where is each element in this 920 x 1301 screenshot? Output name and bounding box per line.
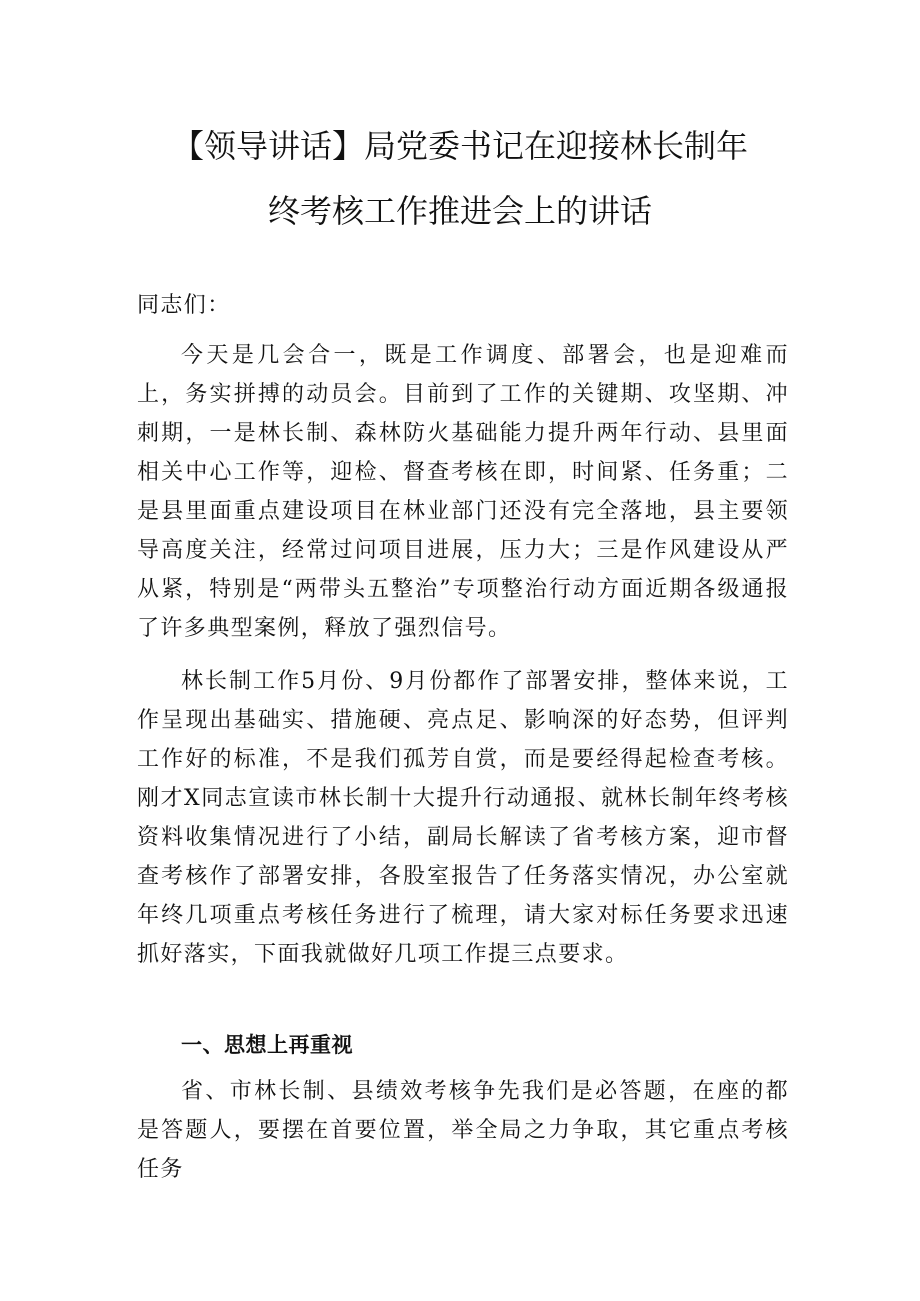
body-paragraph-1: 今天是几会合一，既是工作调度、部署会，也是迎难而上，务实拼搏的动员会。目前到了工作的关键期、攻坚期、冲刺期，一是林长制、森林防火基础能力提升两年行动、县里面相关中心工作等，迎检、督查考核在即，时间紧、任务重；二是县里面重点建设项目在林业部门还没有完全落地，县主要领导高度关注，经常过问项目进展，压力大；三是作风建设从严从紧，特别是“两带头五整治”专项整治行动方面近期各级通报了许多典型案例，释放了强烈信号。 xyxy=(137,343,789,641)
section-heading: 一、思想上再重视 xyxy=(181,1033,353,1057)
body-paragraph-2: 林长制工作5月份、9月份都作了部署安排，整体来说，工作呈现出基础实、措施硬、亮点足、影响深的好态势，但评判工作好的标准，不是我们孤芳自赏，而是要经得起检查考核。刚才X同志宣读市林长制十大提升行动通报、就林长制年终考核资料收集情况进行了小结，副局长解读了省考核方案，迎市督查考核作了部署安排，各股室报告了任务落实情况，办公室就年终几项重点考核任务进行了梳理，请大家对标任务要求迅速抓好落实，下面我就做好几项工作提三点要求。 xyxy=(137,669,789,967)
section-paragraph: 省、市林长制、县绩效考核争先我们是必答题，在座的都是答题人，要摆在首要位置，举全局之力争取，其它重点考核任务 xyxy=(137,1079,789,1182)
salutation: 同志们： xyxy=(137,293,231,318)
document-title-line-1: 【领导讲话】局党委书记在迎接林长制年 xyxy=(171,127,748,165)
document-title-line-2: 终考核工作推进会上的讲话 xyxy=(267,192,652,230)
